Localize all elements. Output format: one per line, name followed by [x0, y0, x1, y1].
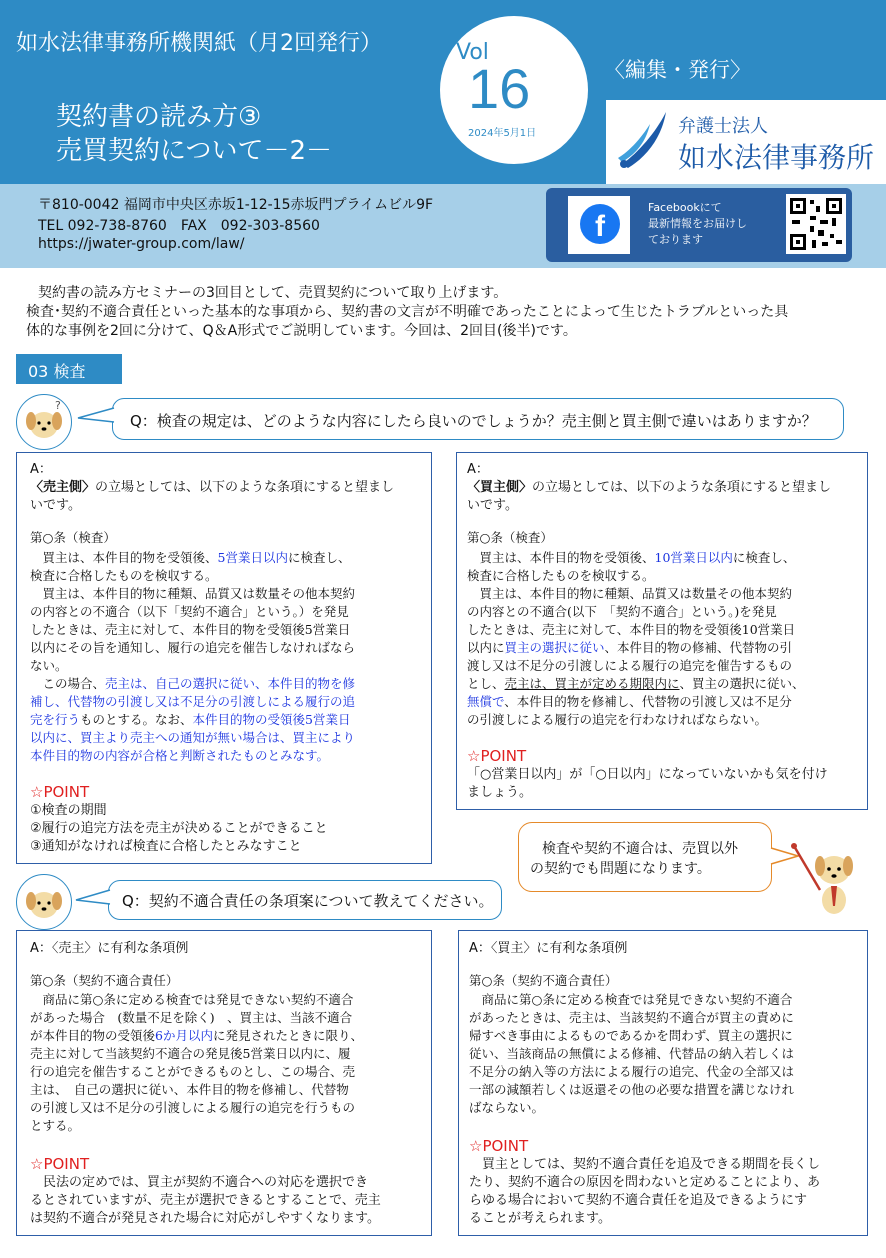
seller-clause-line: 買主は、本件目的物を受領後、5営業日以内に検査し、	[30, 550, 351, 565]
seller-clause-line: 補し、代替物の引渡し又は不足分の引渡しによる履行の追	[30, 694, 356, 709]
seller-clause-line: 以内に、買主より売主への通知が無い場合は、買主により	[30, 730, 356, 745]
seller-point-label: ☆POINT	[30, 783, 90, 801]
seller-point-item: ②履行の追完方法を売主が決めることができること	[30, 821, 328, 836]
phone-fax: TEL 092-738-8760 FAX 092-303-8560	[38, 218, 320, 234]
answer-marker: A：	[30, 462, 52, 477]
bubble-tail-2	[74, 888, 112, 908]
buyer-clause-line: とし、売主は、買主が定める期限内に、買主の選択に従い、	[467, 676, 805, 691]
seller-point-item: ①検査の期間	[30, 803, 107, 818]
section-heading: 03 検査	[16, 354, 122, 384]
seller-clause-line: 検査に合格したものを検収する。	[30, 568, 218, 583]
seller-lead-2: いです。	[30, 498, 81, 513]
seller-liability-point-line: るとされていますが、売主が選択できるとすることで、売主	[30, 1193, 381, 1208]
buyer-liability-point-line: たり、契約不適合の原因を問わないと定めることにより、あ	[469, 1175, 821, 1190]
buyer-clause-line: 渡し又は不足分の引渡しによる履行の追完を催告するもの	[467, 658, 793, 673]
firm-name: 如水法律事務所	[678, 141, 875, 174]
logo-mark-icon	[614, 106, 674, 172]
seller-liability-line: 売主に対して当該契約不適合の発見後5営業日以内に、履	[30, 1046, 351, 1061]
question-1: Q：検査の規定は、どのような内容にしたら良いのでしょうか？売主側と買主側で違いはありますか？	[130, 412, 817, 430]
buyer-clause-line: の引渡しによる履行の追完を行わなければならない。	[467, 712, 768, 727]
seller-clause-line: ない。	[30, 658, 68, 673]
seller-liability-point-line: は契約不適合が発見された場合に対応がしやすくなります。	[30, 1211, 380, 1226]
seller-clause-line: この場合、売主は、自己の選択に従い、本件目的物を修	[30, 676, 356, 691]
buyer-liability-line: 商品に第○条に定める検査では発見できない契約不適合	[469, 992, 793, 1007]
dog-pointer-icon	[790, 840, 862, 920]
buyer-lead-1: 〈買主側〉の立場としては、以下のような条項にすると望まし	[467, 480, 832, 495]
buyer-liability-line: ばならない。	[469, 1100, 545, 1115]
facebook-icon: f	[580, 204, 620, 244]
issue-date: 2024年5月1日	[468, 128, 537, 139]
seller-clause-line: 完を行うものとする。なお、本件目的物の受領後5営業日	[30, 712, 351, 727]
buyer-liability-line: 一部の減額若しくは返還その他の必要な措置を講じなけれ	[469, 1082, 795, 1097]
buyer-liability-point-line: ることが考えられます。	[469, 1211, 611, 1226]
website-url: https://jwater-group.com/law/	[38, 236, 245, 252]
buyer-clause-title: 第○条（検査）	[467, 530, 553, 545]
buyer-clause-line: 検査に合格したものを検収する。	[467, 568, 655, 583]
seller-liability-heading: A：〈売主〉に有利な条項例	[30, 941, 189, 956]
buyer-liability-title: 第○条（契約不適合責任）	[469, 973, 618, 988]
seller-liability-line: とする。	[30, 1118, 81, 1133]
seller-clause-title: 第○条（検査）	[30, 530, 116, 545]
seller-liability-line: 商品に第○条に定める検査では発見できない契約不適合	[30, 992, 354, 1007]
buyer-clause-line: 買主は、本件目的物に種類、品質又は数量その他本契約	[467, 586, 793, 601]
buyer-point-item: 「○営業日以内」が「○日以内」になっていないかも気を付け	[467, 767, 828, 782]
buyer-point-label: ☆POINT	[467, 747, 527, 765]
seller-clause-line: 買主は、本件目的物に種類、品質又は数量その他本契約	[30, 586, 356, 601]
seller-clause-line: の内容との不適合（以下「契約不適合」という。）を発見	[30, 604, 349, 619]
buyer-clause-line: 買主は、本件目的物を受領後、10営業日以内に検査し、	[467, 550, 796, 565]
facebook-text-3: ております	[648, 233, 703, 246]
question-2: Q：契約不適合責任の条項案について教えてください。	[122, 892, 494, 910]
seller-liability-line: 行の追完を催告することができるものとし、この場合、売	[30, 1064, 356, 1079]
buyer-liability-point-label: ☆POINT	[469, 1137, 529, 1155]
seller-clause-line: したときは、売主に対して、本件目的物を受領後5営業日	[30, 622, 351, 637]
note-line-2: の契約でも問題になります。	[530, 861, 711, 877]
buyer-liability-point-line: らゆる場合において契約不適合責任を追及できるようにす	[469, 1193, 808, 1208]
buyer-clause-line: の内容との不適合(以下 「契約不適合」という。)を発見	[467, 604, 777, 619]
newsletter-title: 如水法律事務所機関紙（月2回発行）	[16, 31, 382, 56]
seller-point-item: ③通知がなければ検査に合格したとみなすこと	[30, 839, 302, 854]
buyer-clause-line: 以内に買主の選択に従い、本件目的物の修補、代替物の引	[467, 640, 793, 655]
facebook-text-2: 最新情報をお届けし	[648, 217, 747, 230]
seller-liability-line: の引渡し又は不足分の引渡しによる履行の追完を行うもの	[30, 1100, 356, 1115]
buyer-lead-2: いです。	[467, 498, 518, 513]
seller-clause-line: 本件目的物の内容が合格と判断されたものとみなす。	[30, 748, 330, 763]
buyer-liability-line: 不足分の納入等の方法による履行の追完、代金の全部又は	[469, 1064, 795, 1079]
facebook-text-1: Facebookにて	[648, 201, 722, 214]
buyer-point-item: ましょう。	[467, 785, 533, 800]
seller-liability-line: 主は、 自己の選択に従い、本件目的物を修補し、代替物	[30, 1082, 349, 1097]
dog-thinking-icon	[16, 394, 72, 450]
firm-type: 弁護士法人	[678, 116, 768, 137]
postal-address: 〒810-0042 福岡市中央区赤坂1-12-15赤坂門プライムビル9F	[38, 197, 434, 213]
article-title-line1: 契約書の読み方③	[56, 102, 262, 132]
buyer-clause-line: したときは、売主に対して、本件目的物を受領後10営業日	[467, 622, 796, 637]
seller-liability-line: があった場合 (数量不足を除く) 、買主は、当該不適合	[30, 1010, 353, 1025]
buyer-liability-line: 従い、当該商品の無償による修補、代替品の納入若しくは	[469, 1046, 795, 1061]
bubble-tail-1	[76, 406, 116, 426]
intro-line-3: 体的な事例を2回に分けて、Q＆A形式でご説明しています。今回は、2回目(後半)です。	[26, 323, 577, 339]
editor-label: 〈編集・発行〉	[604, 58, 751, 82]
seller-liability-point-label: ☆POINT	[30, 1155, 90, 1173]
answer-marker: A：	[467, 462, 489, 477]
buyer-liability-heading: A：〈買主〉に有利な条項例	[469, 941, 628, 956]
buyer-liability-line: があったときは、売主は、当該契約不適合が買主の責めに	[469, 1010, 794, 1025]
svg-text:?: ?	[55, 399, 61, 412]
dog-thinking-icon	[16, 874, 72, 930]
seller-liability-point-line: 民法の定めでは、買主が契約不適合への対応を選択でき	[30, 1175, 369, 1190]
seller-clause-line: 以内にその旨を通知し、履行の追完を催告しなければなら	[30, 640, 356, 655]
volume-label: Vol	[456, 40, 489, 65]
seller-liability-line: が本件目的物の受領後6か月以内に発見されたときに限り、	[30, 1028, 363, 1043]
note-line-1: 検査や契約不適合は、売買以外	[542, 841, 738, 857]
buyer-liability-line: 帰すべき事由によるものであるかを問わず、買主の選択に	[469, 1028, 793, 1043]
seller-lead-1: 〈売主側〉の立場としては、以下のような条項にすると望まし	[30, 480, 395, 495]
volume-number: 16	[468, 57, 531, 120]
qr-code-icon	[786, 194, 846, 254]
buyer-clause-line: 無償で、本件目的物を修補し、代替物の引渡し又は不足分	[467, 694, 792, 709]
seller-liability-title: 第○条（契約不適合責任）	[30, 973, 179, 988]
article-title-line2: 売買契約について－2－	[56, 136, 333, 166]
intro-line-2: 検査･契約不適合責任といった基本的な事項から、契約書の文言が不明確であったことによって生じたトラブルといった具	[26, 304, 789, 320]
buyer-liability-point-line: 買主としては、契約不適合責任を追及できる期間を長くし	[469, 1157, 821, 1172]
intro-line-1: 契約書の読み方セミナーの3回目として、売買契約について取り上げます。	[38, 285, 508, 301]
